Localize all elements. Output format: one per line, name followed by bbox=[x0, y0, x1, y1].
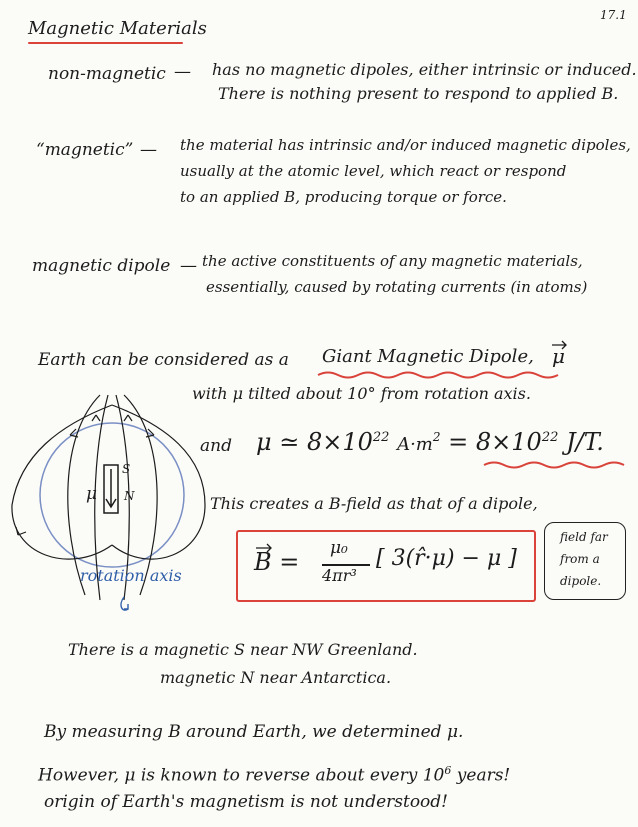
field-line bbox=[12, 405, 112, 559]
closing-line-2-suffix: years! bbox=[456, 765, 511, 786]
closing-line-3: origin of Earth's magnetism is not understood! bbox=[44, 792, 449, 812]
diagram-label-s: S bbox=[122, 462, 131, 476]
definition-line: usually at the atomic level, which react or respond bbox=[180, 162, 567, 180]
closing-exponent: 6 bbox=[444, 764, 452, 777]
field-line bbox=[112, 405, 205, 559]
poles-line-1: There is a magnetic S near NW Greenland. bbox=[68, 640, 418, 659]
definition-line: the material has intrinsic and/or induced magnetic dipoles, bbox=[180, 136, 631, 154]
mu-equation-left: μ ≃ 8×10 bbox=[256, 428, 373, 456]
and-word: and bbox=[200, 436, 232, 456]
mu-symbol: μ bbox=[552, 344, 565, 368]
earth-line-1: Earth can be considered as a bbox=[38, 350, 289, 370]
mu-exponent: 22 bbox=[372, 430, 390, 445]
term-dash: — bbox=[180, 256, 197, 276]
title-underline bbox=[28, 42, 183, 44]
definition-line: There is nothing present to respond to applied B. bbox=[218, 84, 619, 103]
definition-line: essentially, caused by rotating currents (in atoms) bbox=[206, 278, 588, 296]
earth-line-4: This creates a B-field as that of a dipole, bbox=[210, 494, 538, 513]
definition-line: the active constituents of any magnetic materials, bbox=[202, 252, 583, 270]
closing-line-2 bbox=[38, 764, 510, 786]
closing-line-1: By measuring B around Earth, we determined μ. bbox=[44, 722, 464, 742]
unit-jt: J/T. bbox=[566, 428, 604, 456]
red-wavy-underline-2 bbox=[484, 460, 624, 470]
rotation-axis-label: rotation axis bbox=[80, 566, 182, 585]
term-magnetic-dipole: magnetic dipole bbox=[32, 256, 171, 276]
diagram-label-n: N bbox=[124, 489, 135, 503]
vector-arrow-icon bbox=[256, 544, 274, 552]
earth-dipole-diagram bbox=[0, 395, 210, 625]
term-dash: — bbox=[174, 62, 191, 82]
definition-line: has no magnetic dipoles, either intrinsic or induced. bbox=[212, 60, 637, 79]
formula-bracket: [ 3(r̂·μ) − μ ] bbox=[376, 546, 517, 571]
unit-am: A·m bbox=[397, 434, 433, 455]
diagram-label-mu: μ bbox=[86, 484, 98, 504]
term-non-magnetic: non-magnetic bbox=[48, 64, 166, 84]
vector-arrow-icon bbox=[552, 340, 568, 348]
poles-line-2: magnetic N near Antarctica. bbox=[160, 668, 392, 687]
note-line: from a bbox=[560, 552, 600, 566]
page-number: 17.1 bbox=[600, 8, 627, 22]
mu-exponent-2: 22 bbox=[541, 430, 559, 445]
unit-am-exponent: 2 bbox=[432, 430, 441, 444]
mu-equation-right: = 8×10 bbox=[448, 428, 542, 456]
term-magnetic: “magnetic” bbox=[36, 140, 134, 160]
dipole-arrow bbox=[106, 469, 116, 507]
mu-equation bbox=[256, 428, 604, 456]
term-dash: — bbox=[140, 140, 157, 160]
formula-numerator: μ₀ bbox=[330, 538, 348, 558]
definition-line: to an applied B, producing torque or force. bbox=[180, 188, 507, 206]
formula-lhs: B = bbox=[254, 548, 300, 576]
note-line: dipole. bbox=[560, 574, 602, 588]
giant-dipole-highlight: Giant Magnetic Dipole, bbox=[322, 346, 534, 367]
closing-line-2-text: However, μ is known to reverse about every 10 bbox=[38, 765, 445, 786]
formula-denominator: 4πr³ bbox=[322, 566, 357, 585]
page-title: Magnetic Materials bbox=[28, 18, 207, 39]
earth-line-2: with μ tilted about 10° from rotation axis. bbox=[192, 384, 531, 403]
red-wavy-underline bbox=[318, 370, 558, 380]
note-line: field far bbox=[560, 530, 608, 544]
